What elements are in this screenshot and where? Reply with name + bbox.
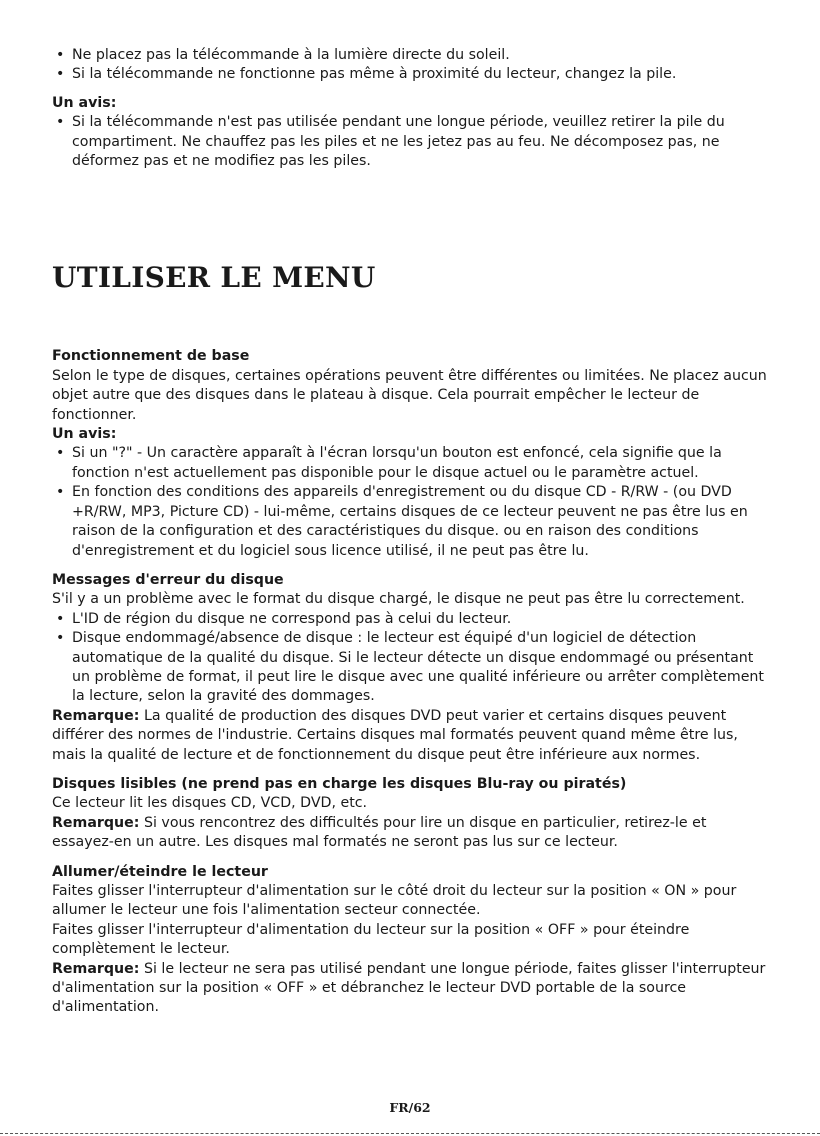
intro-notice-list [52,113,772,171]
list-item: • Si la télécommande ne fonctionne pas même à proximité du lecteur, changez la pile. [52,65,772,84]
page-edge-divider [0,1133,820,1134]
readable-remark [52,814,772,853]
list-item: • L'ID de région du disque ne correspond pas à celui du lecteur. [52,610,772,629]
notice-label: Un avis: [52,426,117,443]
readable-body: Ce lecteur lit les disques CD, VCD, DVD, etc. [52,795,368,812]
errors-heading: Messages d'erreur du disque [52,571,284,588]
power-body-off: Faites glisser l'interrupteur d'alimentation du lecteur sur la position « OFF » pour éteindre complètement le lecteur. [52,921,690,958]
basic-heading: Fonctionnement de base [52,348,250,365]
section-title: UTILISER LE MENU [52,261,376,295]
remark-text: La qualité de production des disques DVD peut varier et certains disques peuvent différer des normes de l'industrie. Certains disques mal formatés peuvent quand même être lus, mais la qualité de lecture et de fonctionnement du disque peut être inférieure aux normes. [52,707,738,763]
power-heading: Allumer/éteindre le lecteur [52,863,268,880]
list-item: • Si un "?" - Un caractère apparaît à l'écran lorsqu'un bouton est enfoncé, cela signifie que la fonction n'est actuellement pas disponible pour le disque actuel ou le paramètre actuel. [52,444,772,483]
list-item: • En fonction des conditions des appareils d'enregistrement ou du disque CD - R/RW - (ou DVD +R/RW, MP3, Picture CD) - lui-même, certains disques de ce lecteur peuvent ne pas être lus en raison de la configuration et des caractéristiques du disque. ou en raison des conditions d'enregistrement et du logiciel sous licence utilisé, il ne peut pas être lu. [52,483,772,561]
errors-list [52,610,772,707]
power-remark [52,960,772,1018]
basic-body: Selon le type de disques, certaines opérations peuvent être différentes ou limitées. Ne placez aucun objet autre que des disques dans le plateau à disque. Cela pourrait empêcher le lecteur de fonctionner. [52,367,767,423]
errors-remark [52,707,772,765]
readable-heading: Disques lisibles (ne prend pas en charge les disques Blu-ray ou piratés) [52,775,627,792]
list-item: • Disque endommagé/absence de disque : le lecteur est équipé d'un logiciel de détection automatique de la qualité du disque. Si le lecteur détecte un disque endommagé ou présentant un problème de format, il peut lire le disque avec une qualité inférieure ou arrêter complètement la lecture, selon la gravité des dommages. [52,629,772,707]
remark-text: Si le lecteur ne sera pas utilisé pendant une longue période, faites glisser l'interrupteur d'alimentation sur la position « OFF » et débranchez le lecteur DVD portable de la source d'alimentation. [52,960,766,1016]
manual-page [52,46,772,1018]
remark-label: Remarque: [52,814,140,831]
remark-label: Remarque: [52,960,140,977]
power-body-on: Faites glisser l'interrupteur d'alimentation sur le côté droit du lecteur sur la position « ON » pour allumer le lecteur une fois l'alimentation secteur connectée. [52,883,737,919]
errors-body: S'il y a un problème avec le format du disque chargé, le disque ne peut pas être lu correctement. [52,591,745,608]
basic-notice-list [52,444,772,560]
list-item: • Si la télécommande n'est pas utilisée pendant une longue période, veuillez retirer la pile du compartiment. Ne chauffez pas les piles et ne les jetez pas au feu. Ne décomposez pas, ne déformez pas et ne modifiez pas les piles. [52,113,772,171]
remark-text: Si vous rencontrez des difficultés pour lire un disque en particulier, retirez-le et essayez-en un autre. Les disques mal formatés ne seront pas lus sur ce lecteur. [52,814,707,851]
intro-bullet-list [52,46,772,85]
list-item: • Ne placez pas la télécommande à la lumière directe du soleil. [52,46,772,65]
notice-label: Un avis: [52,94,117,111]
remark-label: Remarque: [52,707,140,724]
page-number: FR/62 [389,1100,431,1115]
